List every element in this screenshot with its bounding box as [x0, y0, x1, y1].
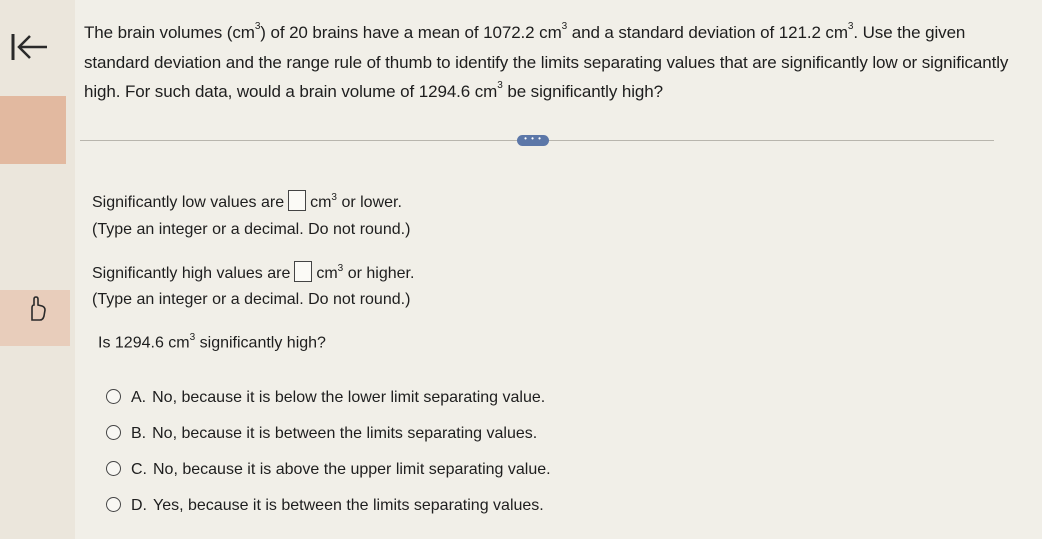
choice-b[interactable]: B. No, because it is between the limits separating values. [106, 425, 537, 443]
mean-value: 1072.2 [483, 23, 535, 42]
high-limit-input[interactable] [294, 261, 312, 282]
back-button[interactable] [10, 30, 50, 64]
low-values-row: Significantly low values are $cm^3$ or lower. [92, 191, 402, 211]
left-sidebar [0, 0, 75, 539]
high-values-row: Significantly high values are $cm^3$ or higher. [92, 262, 415, 282]
radio-a[interactable] [106, 389, 121, 404]
choice-c[interactable]: C. No, because it is above the upper limit separating value. [106, 461, 551, 479]
radio-c[interactable] [106, 461, 121, 476]
choice-a[interactable]: A. No, because it is below the lower limit separating value. [106, 389, 545, 407]
hand-pointer-icon [24, 296, 48, 322]
radio-d[interactable] [106, 497, 121, 512]
low-values-hint: (Type an integer or a decimal. Do not round.) [92, 221, 411, 238]
low-limit-input[interactable] [288, 190, 306, 211]
expand-more-button[interactable]: • • • [517, 135, 549, 146]
choice-d[interactable]: D. Yes, because it is between the limits separating values. [106, 497, 544, 515]
radio-b[interactable] [106, 425, 121, 440]
volume-value: 1294.6 [418, 82, 471, 101]
sd-value: 121.2 [778, 23, 821, 42]
high-values-hint: (Type an integer or a decimal. Do not round.) [92, 291, 411, 308]
sub-question: Is 1294.6 $cm^3$ significantly high? [98, 332, 326, 352]
left-sidebar-band [0, 96, 66, 164]
question-text: The brain volumes $(cm^3)$ of 20 brains have a mean of 1072.2 $cm^3$ and a standard deviation of 121.2 $cm^3$. Use the given standard deviation and the range rule of thumb to identify the limits separating values that are significantly low or significantly high. For such data, would a brain volume of 1294.6 $cm^3$ be significantly high? [84, 21, 1009, 101]
back-arrow-icon [10, 30, 50, 64]
